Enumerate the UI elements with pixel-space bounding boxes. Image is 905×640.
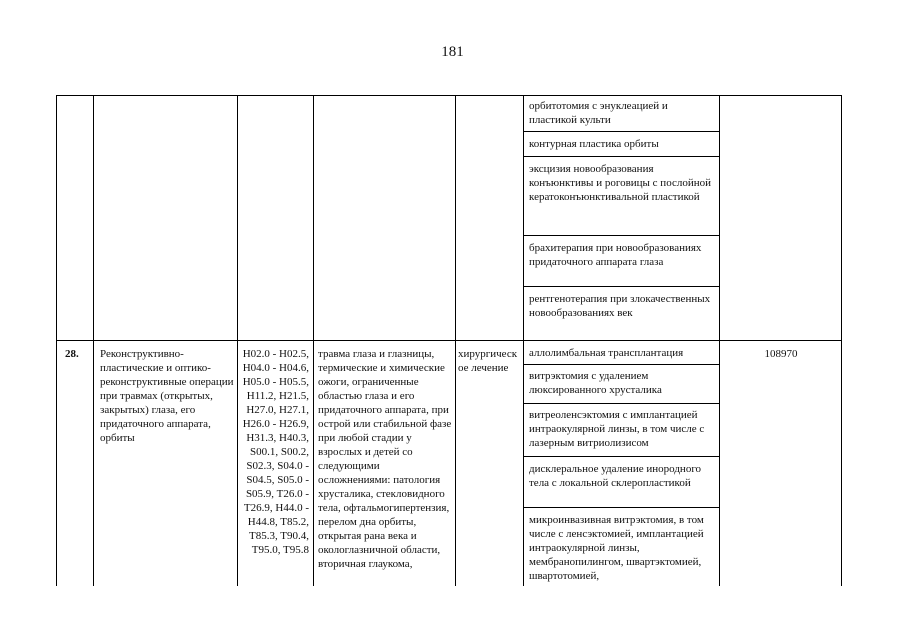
patient-model: травма глаза и глазницы, термические и химические ожоги, ограниченные областью глаза и его придаточного аппарата, при острой или стабильной фазе при любой стадии у взрослых и детей со следующими осложнениями: патология хрусталика, стекловидного тела, офтальмогипертензия, перелом дна орбиты, открытая рана века и окологлазничной области, вторичная глаукома, xyxy=(318,348,452,570)
method-cell: орбитотомия с энуклеацией и пластикой культи xyxy=(529,100,668,126)
method-cell: аллолимбальная трансплантация xyxy=(529,347,684,359)
method-cell: рентгенотерапия при злокачественных новообразованиях век xyxy=(529,293,711,319)
medical-services-table xyxy=(56,95,842,586)
service-name: Реконструктивно-пластические и оптико-реконструктивные операции при травмах (открытых, закрытых) глаза, его придаточного аппарата, орбиты xyxy=(100,348,234,444)
method-cell: эксцизия новообразования конъюнктивы и роговицы с послойной кератоконъюнктивальной пластикой xyxy=(529,163,711,203)
method-cell: дисклеральное удаление инородного тела с локальной склеропластикой xyxy=(529,463,702,489)
method-cell: микроинвазивная витрэктомия, в том числе с ленсэктомией, имплантацией интраокулярной линзы, мембранопилингом, швартэктомией, швартотомией, xyxy=(529,514,704,582)
cost-value: 108970 xyxy=(764,348,798,360)
page-number: 181 xyxy=(441,44,464,60)
method-cell: витреоленсэктомия с имплантацией интраокулярной линзы, в том числе с лазерным витриолизисом xyxy=(529,409,705,449)
row-number: 28. xyxy=(65,348,79,360)
treatment-type: хирургическое лечение xyxy=(458,348,518,374)
method-cell: брахитерапия при новообразованиях придаточного аппарата глаза xyxy=(529,242,702,268)
icd-codes: H02.0 - H02.5, H04.0 - H04.6, H05.0 - H05.5, H11.2, H21.5, H27.0, H27.1, H26.0 - H26.9, H31.3, H40.3, S00.1, S00.2, S02.3, S04.0 - S04.5, S05.0 - S05.9, T26.0 - T26.9, H44.0 - H44.8, T85.2, T85.3, T90.4, T95.0, T95.8 xyxy=(242,348,309,556)
method-cell: контурная пластика орбиты xyxy=(529,138,659,150)
method-cell: витрэктомия с удалением люксированного хрусталика xyxy=(529,370,662,396)
